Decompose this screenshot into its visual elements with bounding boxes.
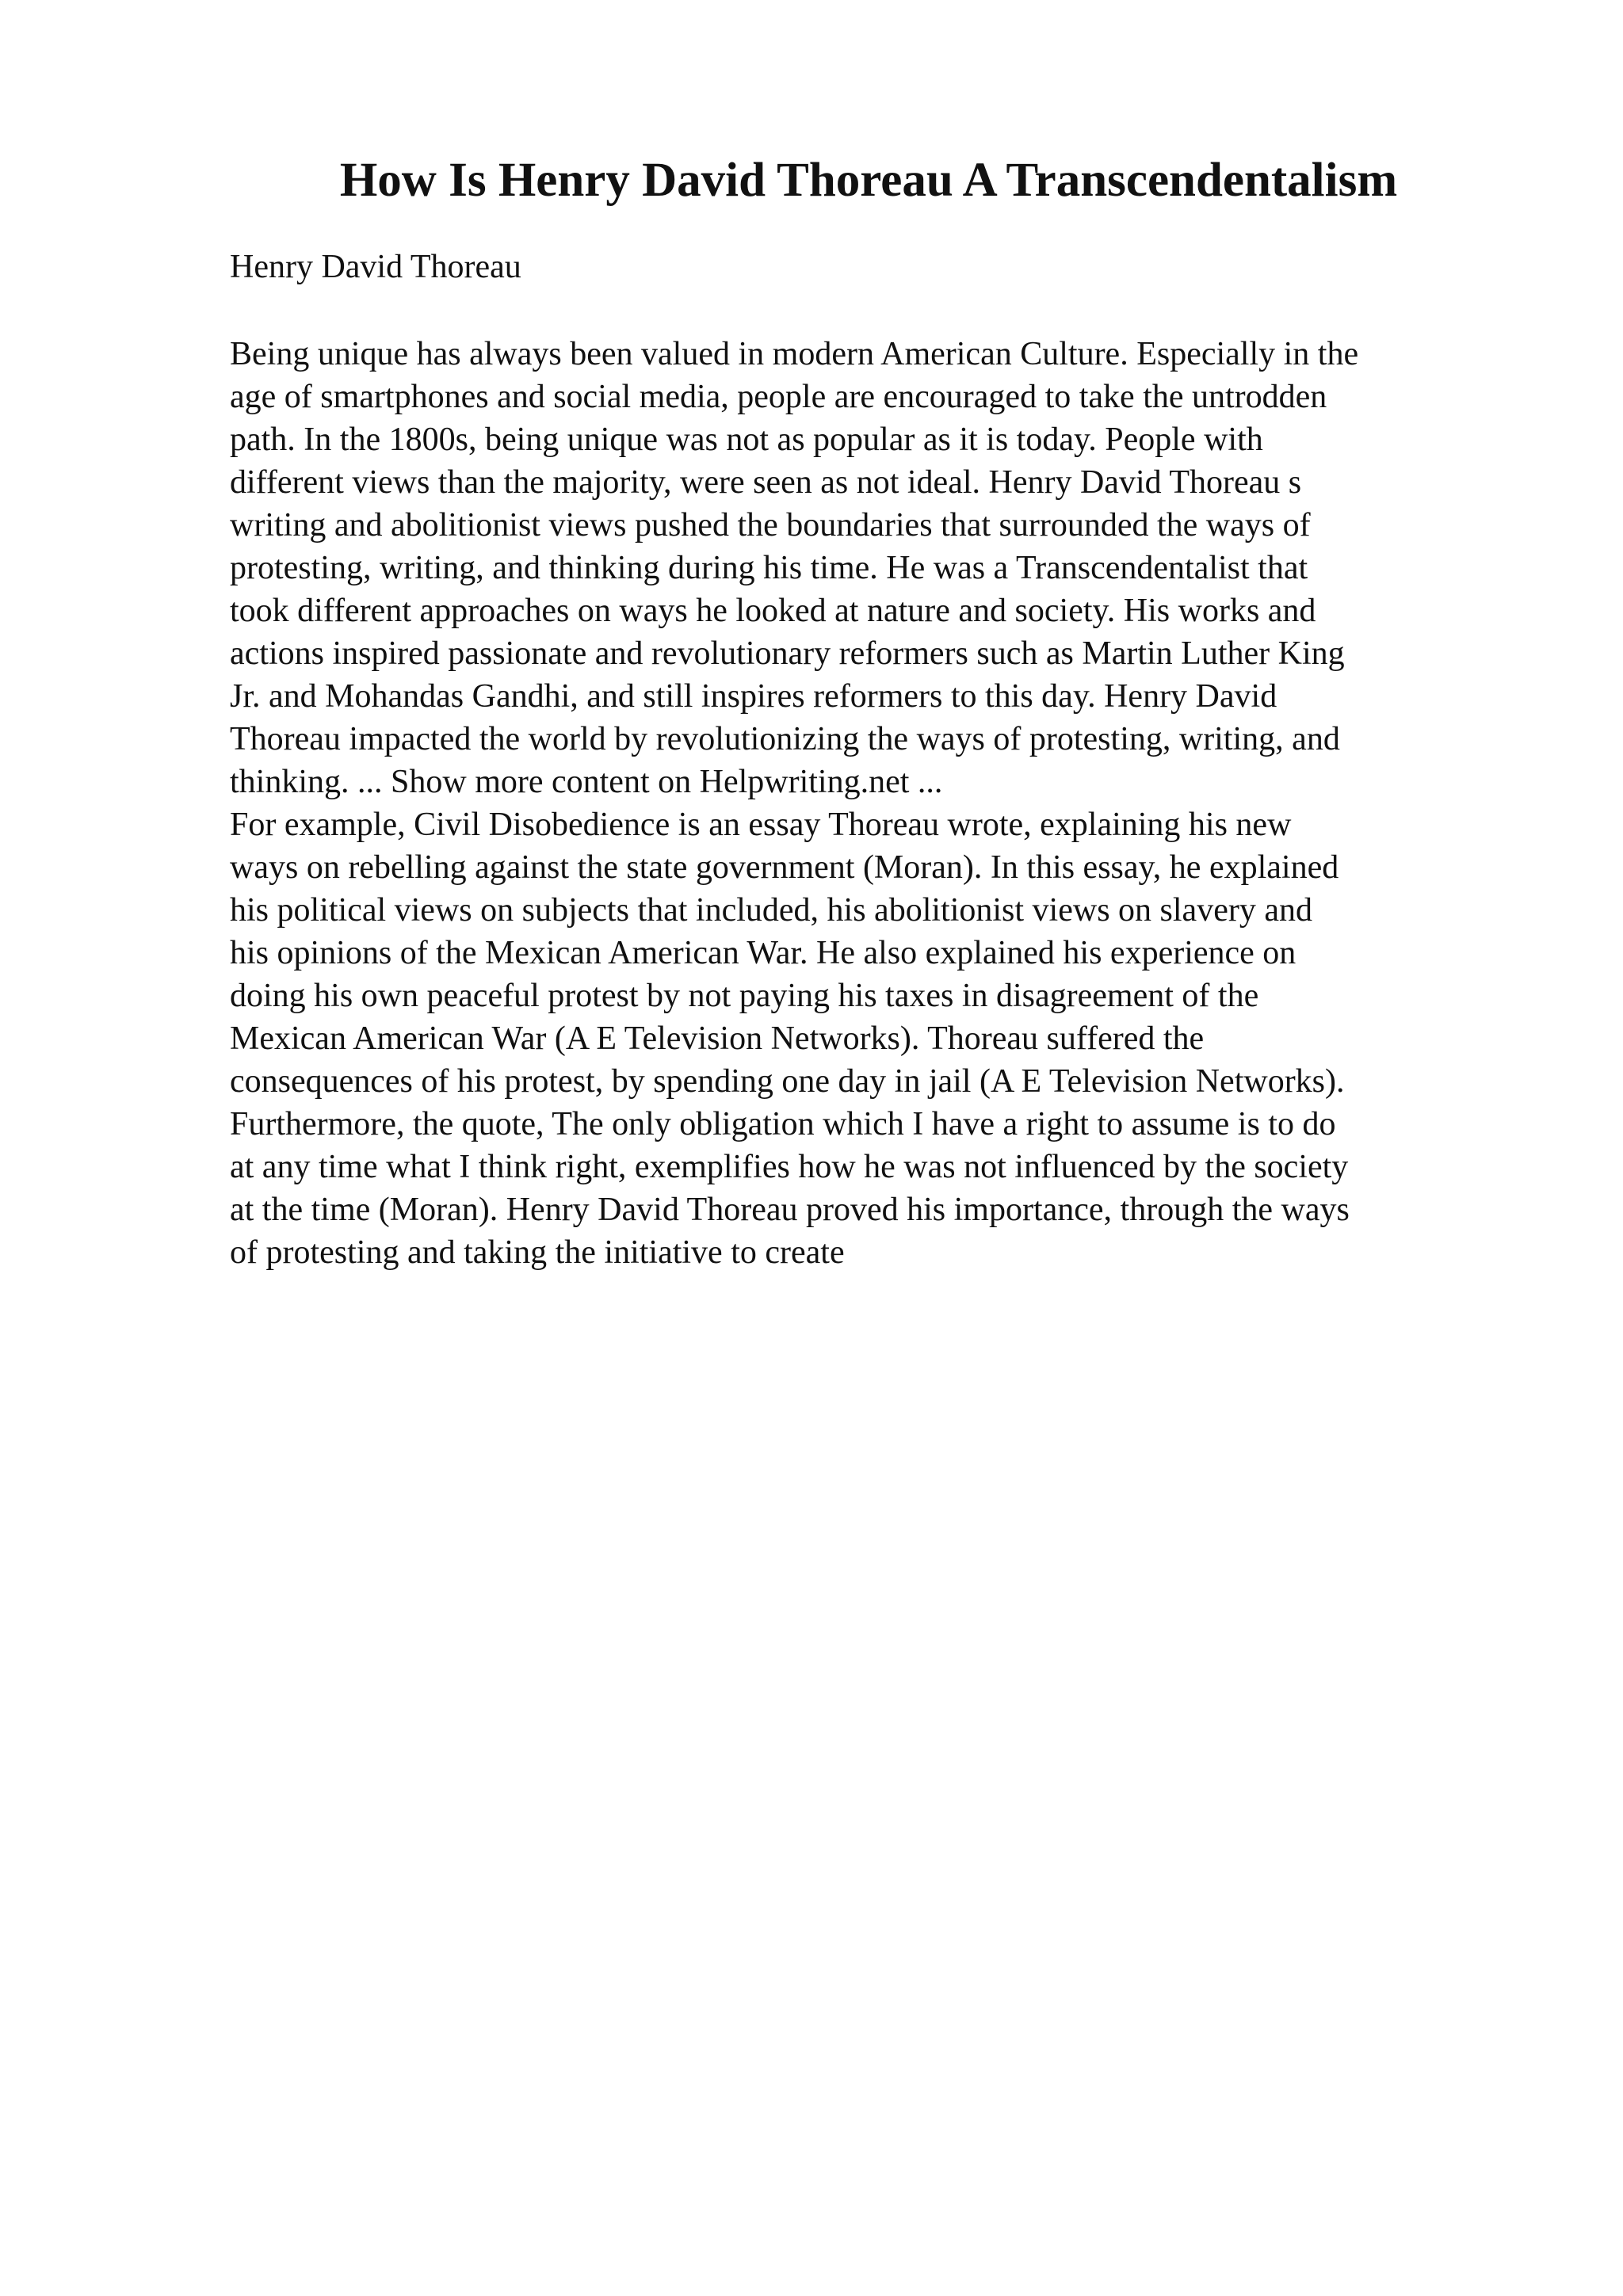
body-line: Jr. and Mohandas Gandhi, and still inspires reformers to this day. Henry David <box>230 678 1277 715</box>
body-line: doing his own peaceful protest by not paying his taxes in disagreement of the <box>230 978 1259 1014</box>
body-line: writing and abolitionist views pushed the boundaries that surrounded the ways of <box>230 507 1311 543</box>
body-line: thinking. ... Show more content on Helpwriting.net ... <box>230 764 943 800</box>
body-line: actions inspired passionate and revolutionary reformers such as Martin Luther King <box>230 635 1345 672</box>
body-line: at the time (Moran). Henry David Thoreau proved his importance, through the ways <box>230 1192 1350 1228</box>
body-line: path. In the 1800s, being unique was not as popular as it is today. People with <box>230 421 1263 458</box>
body-line: Being unique has always been valued in modern American Culture. Especially in the <box>230 336 1359 372</box>
body-line: For example, Civil Disobedience is an essay Thoreau wrote, explaining his new <box>230 807 1292 843</box>
body-line: took different approaches on ways he looked at nature and society. His works and <box>230 593 1316 629</box>
body-line: different views than the majority, were seen as not ideal. Henry David Thoreau s <box>230 464 1302 501</box>
body-line: Mexican American War (A E Television Networks). Thoreau suffered the <box>230 1020 1205 1057</box>
body-line: at any time what I think right, exemplifies how he was not influenced by the society <box>230 1149 1349 1185</box>
document-title: How Is Henry David Thoreau A Transcendentalism <box>339 154 1398 207</box>
document-body <box>230 333 1498 1274</box>
body-line: his political views on subjects that included, his abolitionist views on slavery and <box>230 892 1312 929</box>
document-subtitle: Henry David Thoreau <box>230 249 521 285</box>
body-line: protesting, writing, and thinking during his time. He was a Transcendentalist that <box>230 550 1308 586</box>
body-line: age of smartphones and social media, people are encouraged to take the untrodden <box>230 379 1327 415</box>
body-line: consequences of his protest, by spending one day in jail (A E Television Networks). <box>230 1063 1345 1100</box>
body-line: of protesting and taking the initiative to create <box>230 1234 845 1271</box>
body-line: Furthermore, the quote, The only obligation which I have a right to assume is to do <box>230 1106 1336 1142</box>
body-line: his opinions of the Mexican American War. He also explained his experience on <box>230 935 1296 971</box>
body-line: ways on rebelling against the state government (Moran). In this essay, he explained <box>230 849 1339 886</box>
body-line: Thoreau impacted the world by revolutionizing the ways of protesting, writing, and <box>230 721 1340 757</box>
